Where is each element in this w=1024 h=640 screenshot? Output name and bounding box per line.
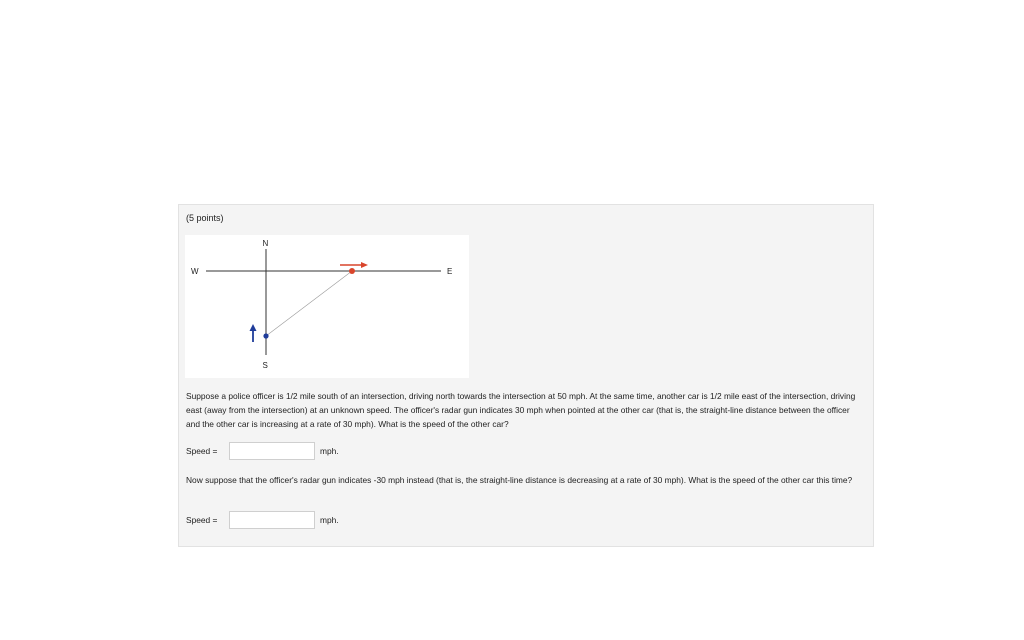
west-label: W xyxy=(191,267,199,276)
speed-input-1[interactable] xyxy=(229,442,315,460)
unit-label-1: mph. xyxy=(320,446,339,456)
diagram-svg xyxy=(185,235,469,378)
north-label: N xyxy=(262,239,269,248)
other-car-dot xyxy=(349,268,355,274)
officer-arrowhead xyxy=(250,324,257,331)
problem-card xyxy=(178,204,874,547)
sightline xyxy=(266,271,352,336)
points-label: (5 points) xyxy=(186,213,224,223)
unit-label-2: mph. xyxy=(320,515,339,525)
answer-row-1 xyxy=(186,441,339,461)
east-label: E xyxy=(447,267,453,276)
south-label: S xyxy=(262,361,268,370)
officer-dot xyxy=(263,333,268,338)
speed-label-2: Speed = xyxy=(186,515,218,525)
question-paragraph-1: Suppose a police officer is 1/2 mile south of an intersection, driving north towards the intersection at 50 mph. At the same time, another car is 1/2 mile east of the intersection, driving east (away from the intersection) at an unknown speed. The officer's radar gun indicates 30 mph when pointed at the other car (that is, the straight-line distance between the officer and the other car is increasing at a rate of 30 mph). What is the speed of the other car? xyxy=(186,391,856,429)
question-paragraph-2: Now suppose that the officer's radar gun indicates -30 mph instead (that is, the straight-line distance is decreasing at a rate of 30 mph). What is the speed of the other car this time? xyxy=(186,475,853,485)
answer-row-2 xyxy=(186,510,339,530)
speed-label-1: Speed = xyxy=(186,446,218,456)
intersection-diagram xyxy=(185,235,469,378)
speed-input-2[interactable] xyxy=(229,511,315,529)
other-car-arrowhead xyxy=(361,262,368,268)
